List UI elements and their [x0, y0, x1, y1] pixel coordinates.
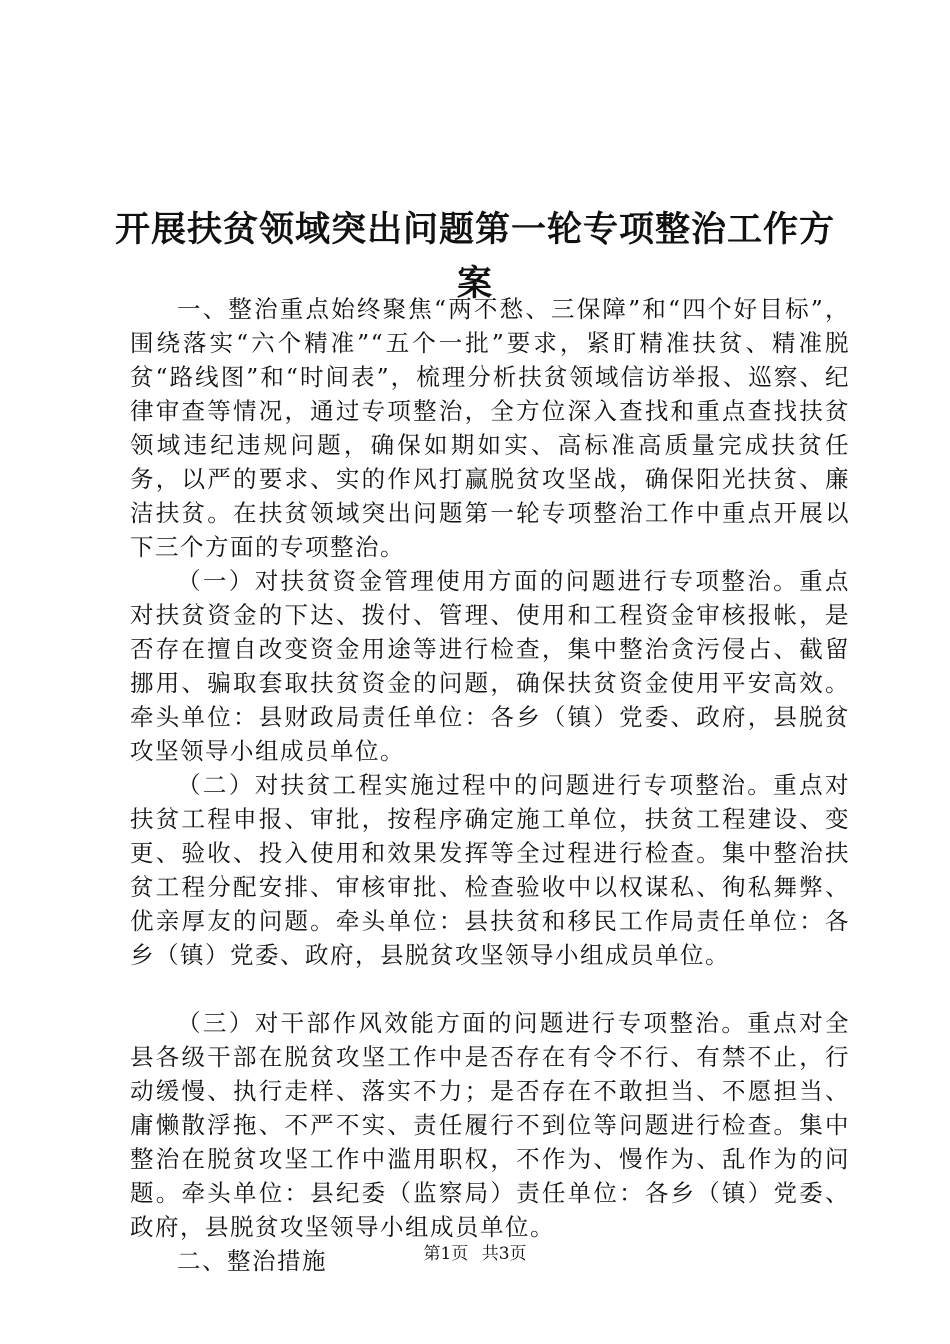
paragraph-measures-heading: 二、整治措施	[177, 1247, 327, 1275]
page-total: 共3页	[481, 1244, 527, 1264]
page-footer	[0, 1243, 950, 1265]
paragraph-projects: （二）对扶贫工程实施过程中的问题进行专项整治。重点对扶贫工程申报、审批，按程序确定施工单位，扶贫工程建设、变更、验收、投入使用和效果发挥等全过程进行检查。集中整治扶贫工程分配安排、审核审批、检查验收中以权谋私、徇私舞弊、优亲厚友的问题。牵头单位：县扶贫和移民工作局责任单位：各乡（镇）党委、政府，县脱贫攻坚领导小组成员单位。	[130, 771, 850, 969]
paragraph-cadres: （三）对干部作风效能方面的问题进行专项整治。重点对全县各级干部在脱贫攻坚工作中是否存在有令不行、有禁不止，行动缓慢、执行走样、落实不力；是否存在不敢担当、不愿担当、庸懒散浮拖、不严不实、责任履行不到位等问题进行检查。集中整治在脱贫攻坚工作中滥用职权，不作为、慢作为、乱作为的问题。牵头单位：县纪委（监察局）责任单位：各乡（镇）党委、政府，县脱贫攻坚领导小组成员单位。	[130, 1009, 850, 1241]
page-number: 第1页	[423, 1244, 469, 1264]
document-title: 开展扶贫领域突出问题第一轮专项整治工作方案	[114, 209, 835, 305]
paragraph-focus: 一、整治重点始终聚焦“两不愁、三保障”和“四个好目标”，围绕落实“六个精准”“五个一批”要求，紧盯精准扶贫、精准脱贫“路线图”和“时间表”，梳理分析扶贫领域信访举报、巡察、纪律审查等情况，通过专项整治，全方位深入查找和重点查找扶贫领域违纪违规问题，确保如期如实、高标准高质量完成扶贫任务，以严的要求、实的作风打赢脱贫攻坚战，确保阳光扶贫、廉洁扶贫。在扶贫领域突出问题第一轮专项整治工作中重点开展以下三个方面的专项整治。	[130, 295, 850, 561]
document-body	[130, 292, 850, 1278]
paragraph-funds: （一）对扶贫资金管理使用方面的问题进行专项整治。重点对扶贫资金的下达、拨付、管理、使用和工程资金审核报帐，是否存在擅自改变资金用途等进行检查，集中整治贪污侵占、截留挪用、骗取套取扶贫资金的问题，确保扶贫资金使用平安高效。牵头单位：县财政局责任单位：各乡（镇）党委、政府，县脱贫攻坚领导小组成员单位。	[130, 567, 850, 765]
